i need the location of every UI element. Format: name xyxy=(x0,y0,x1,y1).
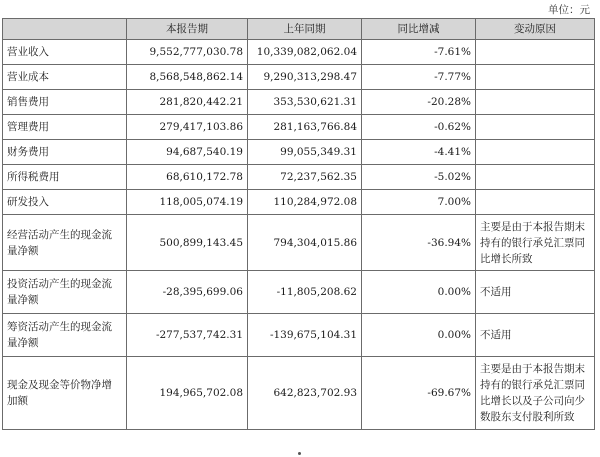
table-row xyxy=(3,115,595,140)
header-item xyxy=(3,19,127,40)
row-reason xyxy=(476,115,595,140)
unit-label: 单位：元 xyxy=(548,4,590,16)
row-change: -36.94% xyxy=(362,215,476,271)
row-prior: 281,163,766.84 xyxy=(248,115,362,140)
row-prior: 642,823,702.93 xyxy=(248,357,362,430)
header-change-reason: 变动原因 xyxy=(476,19,595,40)
row-change: -20.28% xyxy=(362,90,476,115)
table-row xyxy=(3,190,595,215)
table-row xyxy=(3,357,595,430)
row-reason xyxy=(476,190,595,215)
row-prior: -11,805,208.62 xyxy=(248,271,362,314)
table-row xyxy=(3,271,595,314)
row-item: 筹资活动产生的现金流量净额 xyxy=(3,314,127,357)
table-row xyxy=(3,314,595,357)
table-row xyxy=(3,140,595,165)
table-row xyxy=(3,165,595,190)
row-item: 现金及现金等价物净增加额 xyxy=(3,357,127,430)
row-current: 118,005,074.19 xyxy=(127,190,248,215)
row-reason xyxy=(476,140,595,165)
row-current: 500,899,143.45 xyxy=(127,215,248,271)
table-row xyxy=(3,40,595,65)
row-current: 94,687,540.19 xyxy=(127,140,248,165)
table-row xyxy=(3,65,595,90)
row-current: 281,820,442.21 xyxy=(127,90,248,115)
row-change: -69.67% xyxy=(362,357,476,430)
header-current-period: 本报告期 xyxy=(127,19,248,40)
row-reason: 不适用 xyxy=(476,271,595,314)
row-reason xyxy=(476,40,595,65)
row-current: 8,568,548,862.14 xyxy=(127,65,248,90)
row-reason xyxy=(476,65,595,90)
table-header-row xyxy=(3,19,595,40)
row-current: 68,610,172.78 xyxy=(127,165,248,190)
row-prior: 9,290,313,298.47 xyxy=(248,65,362,90)
header-prior-period: 上年同期 xyxy=(248,19,362,40)
row-prior: 10,339,082,062.04 xyxy=(248,40,362,65)
row-current: -277,537,742.31 xyxy=(127,314,248,357)
row-current: 194,965,702.08 xyxy=(127,357,248,430)
row-reason xyxy=(476,90,595,115)
row-item: 营业成本 xyxy=(3,65,127,90)
row-change: -5.02% xyxy=(362,165,476,190)
row-change: 0.00% xyxy=(362,314,476,357)
row-current: 279,417,103.86 xyxy=(127,115,248,140)
financial-table xyxy=(2,18,595,430)
row-change: -7.61% xyxy=(362,40,476,65)
row-item: 所得税费用 xyxy=(3,165,127,190)
row-prior: 110,284,972.08 xyxy=(248,190,362,215)
row-prior: -139,675,104.31 xyxy=(248,314,362,357)
table-row xyxy=(3,90,595,115)
row-reason: 主要是由于本报告期末持有的银行承兑汇票同比增长所致 xyxy=(476,215,595,271)
row-item: 研发投入 xyxy=(3,190,127,215)
page-dot-marker xyxy=(298,452,301,455)
row-reason: 不适用 xyxy=(476,314,595,357)
row-item: 投资活动产生的现金流量净额 xyxy=(3,271,127,314)
row-item: 经营活动产生的现金流量净额 xyxy=(3,215,127,271)
header-yoy-change: 同比增减 xyxy=(362,19,476,40)
row-item: 管理费用 xyxy=(3,115,127,140)
row-prior: 794,304,015.86 xyxy=(248,215,362,271)
row-change: -7.77% xyxy=(362,65,476,90)
row-reason xyxy=(476,165,595,190)
row-change: 0.00% xyxy=(362,271,476,314)
table-row xyxy=(3,215,595,271)
row-reason: 主要是由于本报告期末持有的银行承兑汇票同比增长以及子公司向少数股东支付股利所致 xyxy=(476,357,595,430)
row-item: 财务费用 xyxy=(3,140,127,165)
row-current: 9,552,777,030.78 xyxy=(127,40,248,65)
row-change: 7.00% xyxy=(362,190,476,215)
row-prior: 353,530,621.31 xyxy=(248,90,362,115)
row-item: 营业收入 xyxy=(3,40,127,65)
row-item: 销售费用 xyxy=(3,90,127,115)
row-current: -28,395,699.06 xyxy=(127,271,248,314)
row-prior: 99,055,349.31 xyxy=(248,140,362,165)
row-change: -0.62% xyxy=(362,115,476,140)
row-prior: 72,237,562.35 xyxy=(248,165,362,190)
row-change: -4.41% xyxy=(362,140,476,165)
